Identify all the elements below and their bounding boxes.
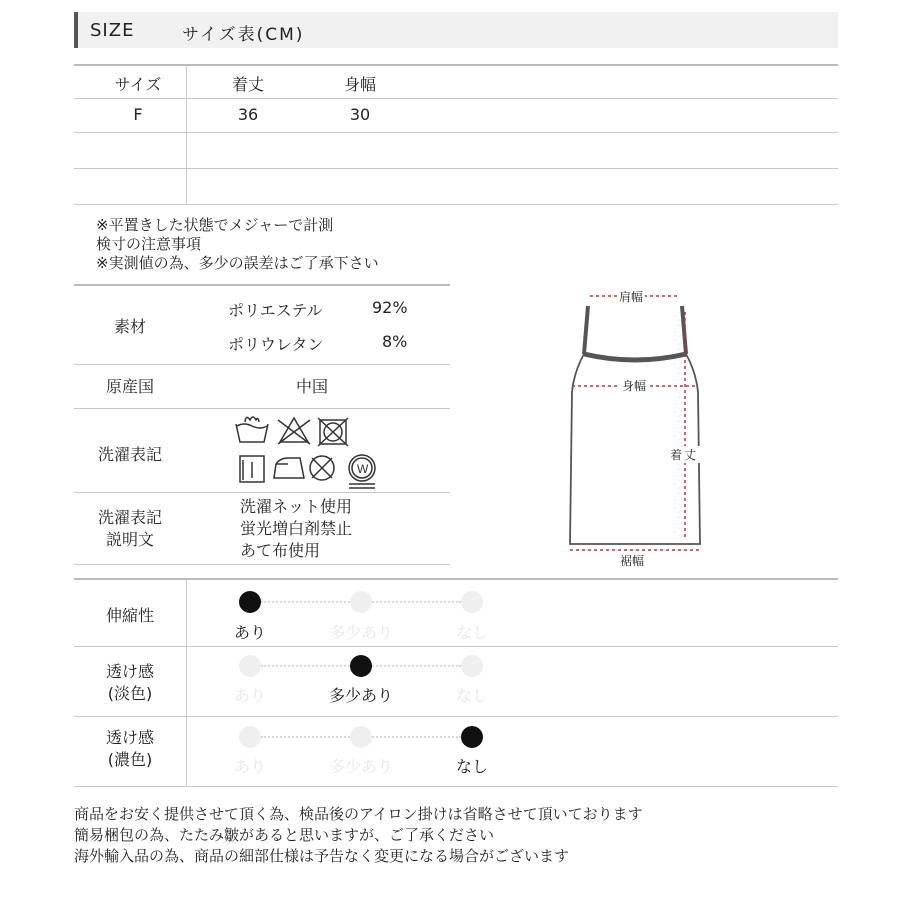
gauge-dot [350, 726, 372, 748]
divider [74, 64, 838, 66]
gauge-option: 多少あり [328, 686, 393, 705]
gauge-dot-selected [461, 726, 483, 748]
size-header [74, 12, 838, 48]
gauge-option: あり [233, 686, 266, 705]
measurement-notes [96, 216, 379, 273]
gauge-dot [239, 655, 261, 677]
size-col-header: サイズ [114, 75, 162, 94]
material-pct: 8% [382, 332, 408, 351]
gauge-dot [461, 591, 483, 613]
care-symbols-svg [234, 412, 394, 492]
care-note: 洗濯ネット使用 [240, 497, 353, 516]
garment-diagram [560, 282, 710, 572]
divider [74, 492, 450, 493]
care-note: 蛍光増白剤禁止 [240, 519, 353, 538]
gauge-dot [239, 726, 261, 748]
gauge-dot [461, 655, 483, 677]
care-notes-label-line: 洗濯表記 [97, 508, 162, 527]
gauge-option: あり [233, 757, 266, 776]
chest-label: 身幅 [622, 379, 647, 393]
material-label: 素材 [113, 317, 146, 336]
divider [74, 564, 450, 565]
footer-notes [74, 804, 643, 867]
footer-line: 商品をお安く提供させて頂く為、検品後のアイロン掛けは省略させて頂いております [74, 805, 643, 823]
care-label: 洗濯表記 [97, 445, 162, 464]
care-notes-label-line: 説明文 [105, 530, 154, 549]
gauge-dot [350, 591, 372, 613]
gauge-option: なし [455, 686, 488, 705]
divider [74, 168, 838, 169]
divider [74, 132, 838, 133]
sheer-light-label [74, 661, 186, 705]
care-notes-list [240, 496, 352, 562]
no-dry-clean-icon [310, 456, 334, 480]
note-line: ※実測値の為、多少の誤差はご了承下さい [96, 254, 379, 272]
divider [74, 646, 838, 647]
material-name: ポリエステル [228, 301, 323, 320]
camisole-outline [560, 282, 710, 572]
care-symbols [234, 412, 394, 492]
sheer-label-line: 透け感 [105, 728, 154, 747]
gauge-dot-selected [239, 591, 261, 613]
iron-low-icon [274, 458, 304, 478]
length-col-header: 着丈 [231, 75, 264, 94]
wet-clean-letter: W [357, 462, 369, 476]
size-header-label: SIZE [90, 20, 135, 41]
material-name: ポリウレタン [228, 335, 324, 354]
length-value: 36 [237, 105, 259, 124]
divider [74, 408, 450, 409]
length-label: 着丈 [670, 448, 699, 462]
hand-wash-30-icon [236, 417, 268, 442]
sheer-label-line: (淡色) [107, 684, 153, 703]
divider [74, 204, 838, 205]
sheer-label-line: (濃色) [107, 750, 153, 769]
gauge-option: なし [455, 623, 488, 642]
width-value: 30 [349, 105, 371, 124]
size-value: F [133, 105, 143, 124]
divider [74, 578, 838, 580]
note-line: 検寸の注意事項 [96, 235, 202, 253]
care-note: あて布使用 [240, 541, 321, 560]
size-header-title: サイズ表(CM) [182, 25, 305, 45]
divider [186, 66, 187, 204]
stretch-label: 伸縮性 [105, 606, 154, 625]
shoulder-label: 肩幅 [619, 290, 644, 304]
gauge-option: なし [455, 757, 488, 776]
footer-line: 海外輸入品の為、商品の細部仕様は予告なく変更になる場合がございます [74, 847, 570, 865]
divider [74, 98, 838, 99]
note-line: ※平置きした状態でメジャーで計測 [96, 216, 334, 234]
gauge-dot-selected [350, 655, 372, 677]
sheer-label-line: 透け感 [105, 662, 154, 681]
divider [74, 284, 450, 286]
footer-line: 簡易梱包の為、たたみ皺があると思いますが、ご了承ください [74, 826, 495, 844]
sheer-dark-label [74, 727, 186, 771]
care-notes-label [74, 507, 186, 551]
divider [74, 786, 838, 787]
gauge-option: 多少あり [328, 623, 393, 642]
material-pct: 92% [372, 298, 408, 317]
gauge-option: あり [233, 623, 266, 642]
gauge-option: 多少あり [328, 757, 393, 776]
line-dry-shade-icon [240, 456, 264, 482]
no-bleach-icon [278, 418, 310, 444]
divider [186, 580, 187, 786]
width-col-header: 身幅 [343, 75, 376, 94]
divider [74, 716, 838, 717]
hem-label: 裾幅 [620, 554, 645, 568]
origin-value: 中国 [296, 377, 329, 396]
origin-label: 原産国 [105, 377, 154, 396]
no-tumble-dry-icon [318, 418, 348, 446]
divider [74, 364, 450, 365]
